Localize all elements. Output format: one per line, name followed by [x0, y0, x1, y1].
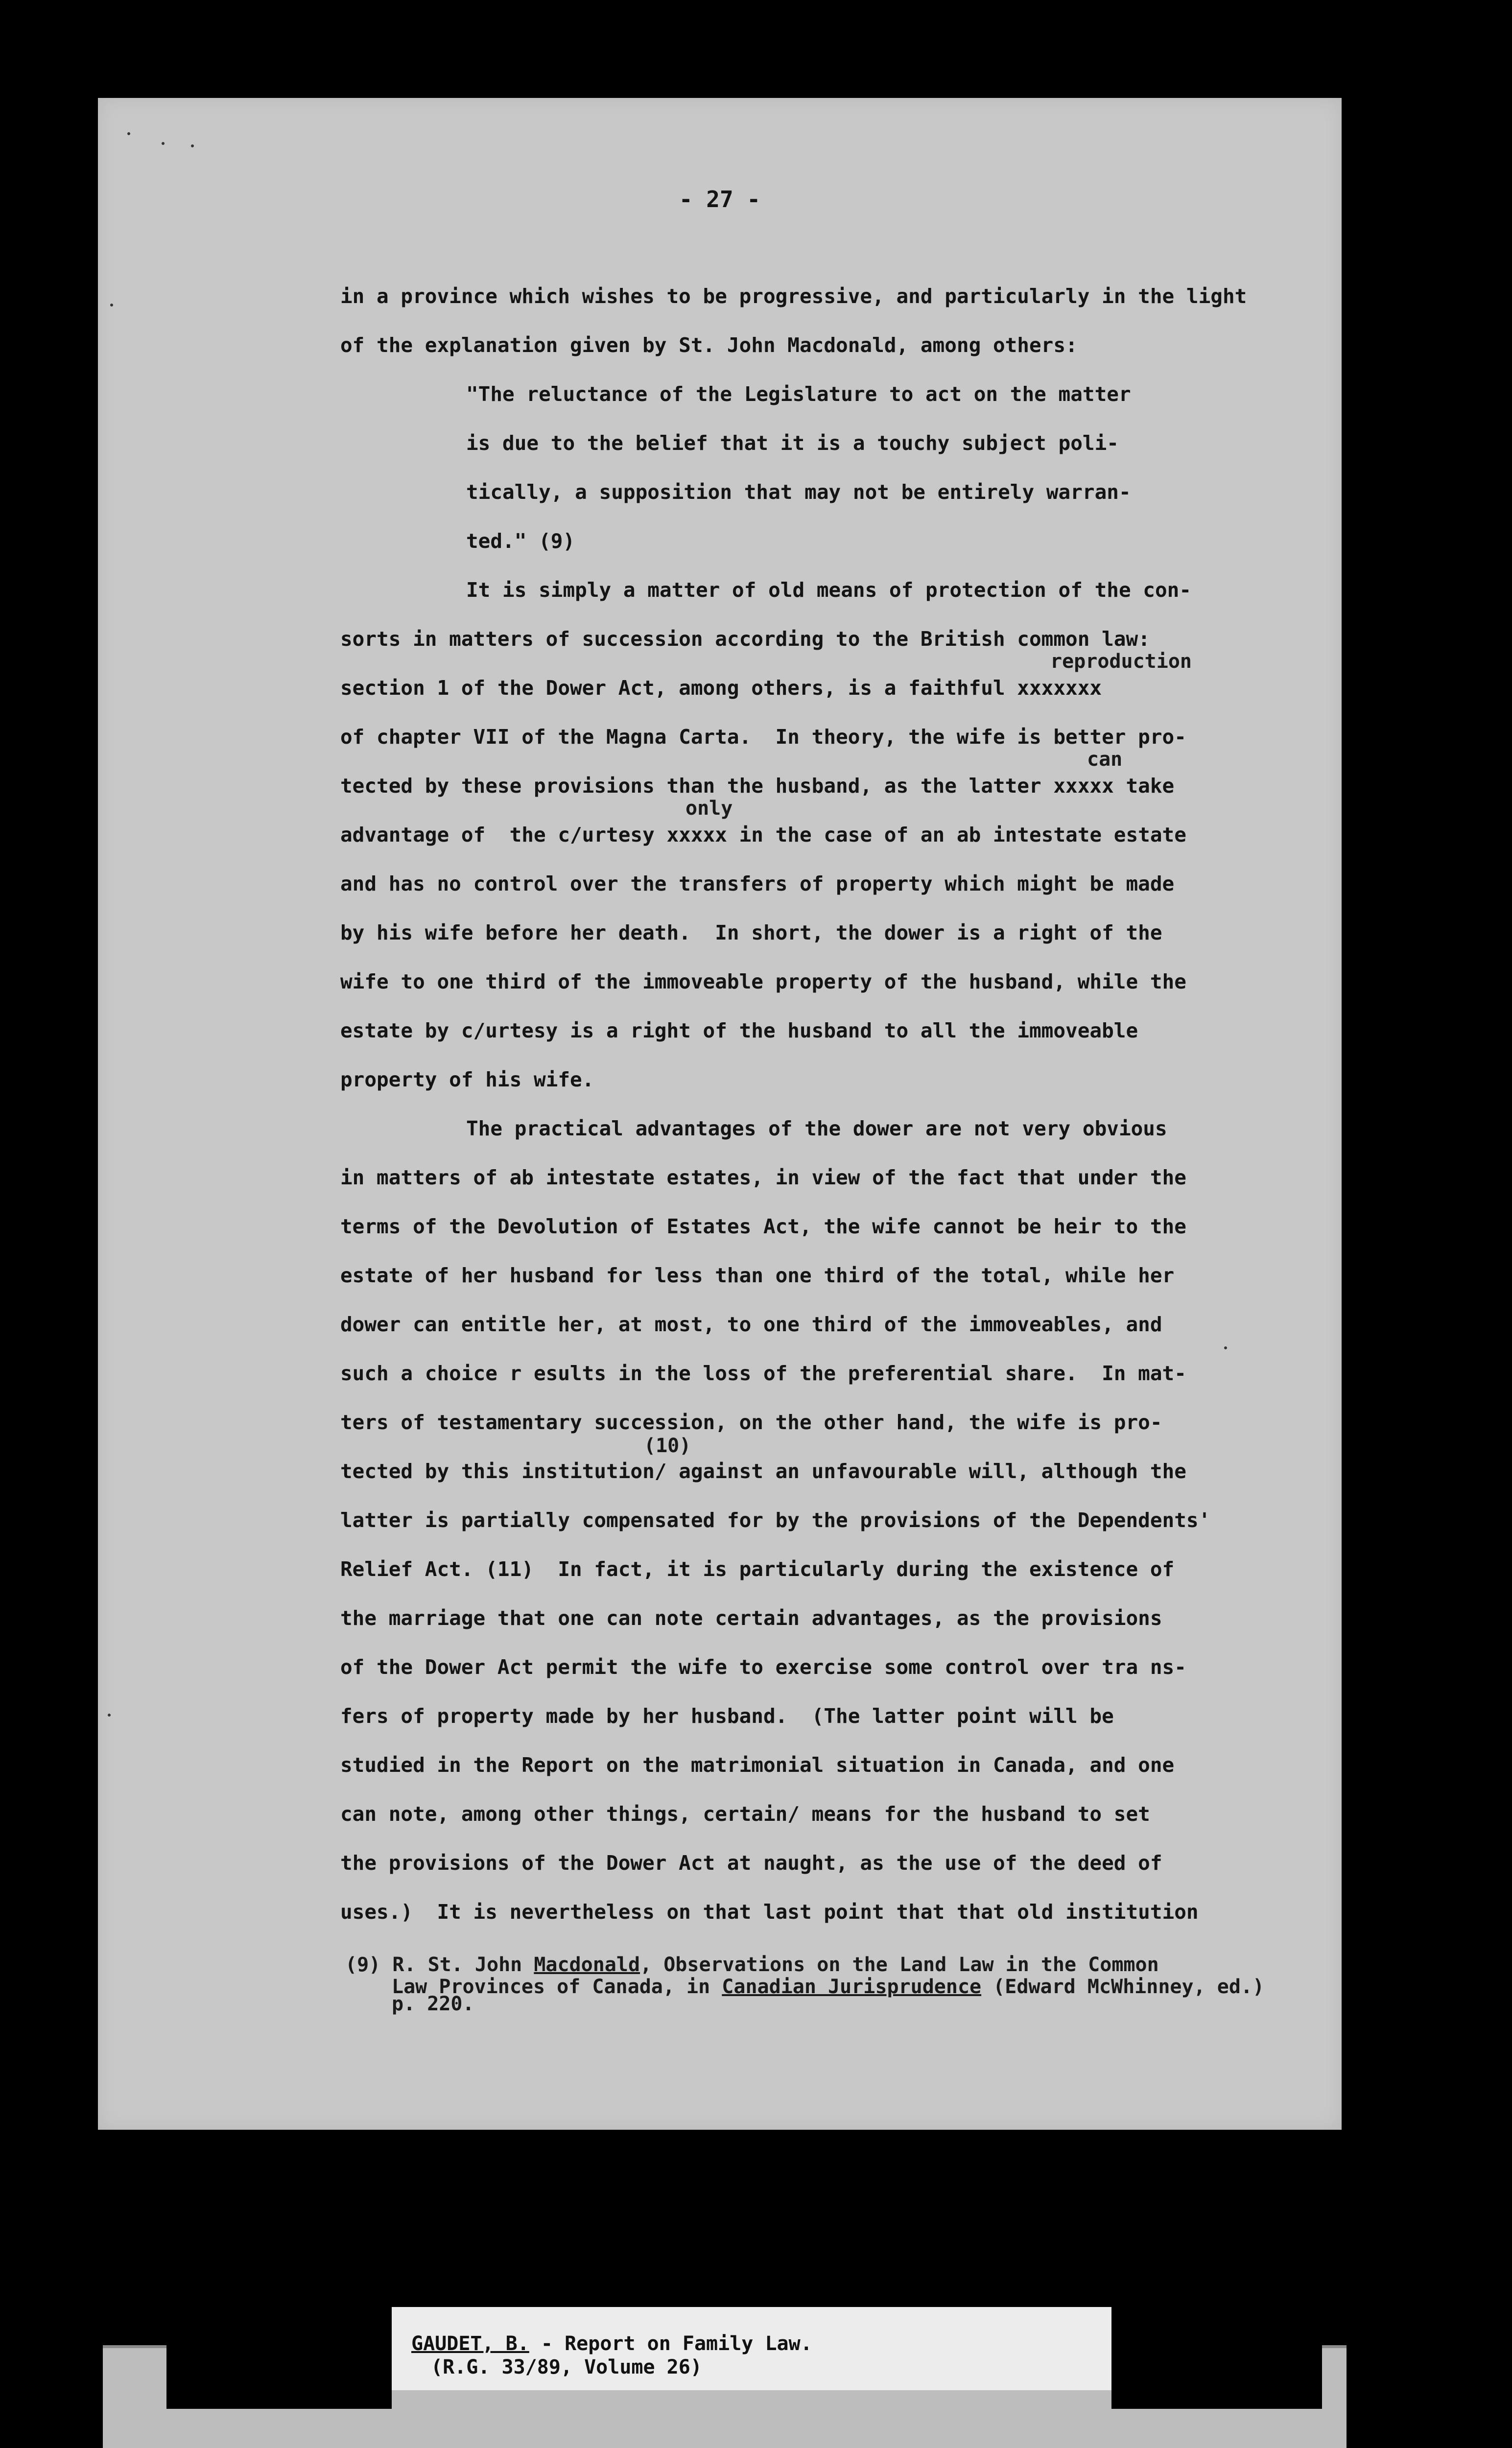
- text-line: It is simply a matter of old means of protection of the con-: [466, 578, 1192, 602]
- tab-report-title: - Report on Family Law.: [529, 2332, 812, 2355]
- text-line: of the explanation given by St. John Macdonald, among others:: [340, 333, 1078, 357]
- text-line: dower can entitle her, at most, to one third of the immoveables, and: [340, 1313, 1162, 1336]
- document-page: [98, 98, 1342, 2130]
- interlinear-correction: reproduction: [1050, 650, 1192, 673]
- quote-line: tically, a supposition that may not be entirely warran-: [466, 480, 1131, 504]
- scan-speck: [191, 144, 194, 147]
- footnote-line: [392, 1976, 1264, 1998]
- card-notch: [1111, 2345, 1322, 2409]
- text-line: in a province which wishes to be progressive, and particularly in the light: [340, 284, 1247, 308]
- text-line: tected by this institution/ against an unfavourable will, although the: [340, 1459, 1186, 1483]
- footnote-publication: Canadian Jurisprudence: [722, 1976, 982, 1998]
- text-line: Relief Act. (11) In fact, it is particularly during the existence of: [340, 1557, 1175, 1581]
- text-line: by his wife before her death. In short, the dower is a right of the: [340, 921, 1162, 944]
- footnote-page: p. 220.: [392, 1993, 474, 2015]
- scan-speck: [127, 132, 130, 135]
- footnote-suffix: (Edward McWhinney, ed.): [981, 1976, 1265, 1998]
- text-line: wife to one third of the immoveable property of the husband, while the: [340, 970, 1186, 993]
- text-line: the marriage that one can note certain advantages, as the provisions: [340, 1606, 1162, 1630]
- scan-speck: [1224, 1346, 1227, 1349]
- text-line: the provisions of the Dower Act at naught, as the use of the deed of: [340, 1851, 1162, 1875]
- text-line: and has no control over the transfers of property which might be made: [340, 872, 1175, 895]
- card-notch: [166, 2345, 392, 2409]
- footnote-suffix: , Observations on the Land Law in the Common: [640, 1954, 1159, 1976]
- text-line: ters of testamentary succession, on the other hand, the wife is pro-: [340, 1411, 1162, 1434]
- text-line: property of his wife.: [340, 1068, 594, 1091]
- footnote-prefix: Law Provinces of Canada, in: [392, 1976, 722, 1998]
- text-line: fers of property made by her husband. (The latter point will be: [340, 1704, 1114, 1728]
- tab-line: [411, 2332, 812, 2355]
- text-line: uses.) It is nevertheless on that last point that that old institution: [340, 1900, 1199, 1924]
- interlinear-correction: can: [1087, 748, 1123, 771]
- quote-line: "The reluctance of the Legislature to act on the matter: [466, 382, 1131, 406]
- interlinear-correction: (10): [644, 1435, 691, 1457]
- scan-speck: [108, 1714, 111, 1717]
- text-line: of the Dower Act permit the wife to exercise some control over tra ns-: [340, 1655, 1186, 1679]
- interlinear-correction: only: [685, 797, 733, 820]
- quote-line: is due to the belief that it is a touchy subject poli-: [466, 431, 1119, 455]
- scan-speck: [162, 142, 165, 145]
- text-line: terms of the Devolution of Estates Act, the wife cannot be heir to the: [340, 1215, 1186, 1238]
- scan-speck: [110, 304, 113, 306]
- text-line: advantage of the c/urtesy xxxxx in the case of an ab intestate estate: [340, 823, 1186, 847]
- text-line: such a choice r esults in the loss of the preferential share. In mat-: [340, 1362, 1186, 1385]
- footnote-line: [345, 1954, 1159, 1976]
- text-line: estate by c/urtesy is a right of the husband to all the immoveable: [340, 1019, 1138, 1042]
- text-line: latter is partially compensated for by the provisions of the Dependents': [340, 1508, 1211, 1532]
- text-line: in matters of ab intestate estates, in view of the fact that under the: [340, 1166, 1186, 1189]
- tab-author: GAUDET, B.: [411, 2332, 529, 2355]
- footnote-author: Macdonald: [534, 1954, 640, 1976]
- text-line: of chapter VII of the Magna Carta. In theory, the wife is better pro-: [340, 725, 1186, 749]
- text-line: can note, among other things, certain/ means for the husband to set: [340, 1802, 1150, 1826]
- text-line: estate of her husband for less than one third of the total, while her: [340, 1264, 1175, 1287]
- text-line: tected by these provisions than the husband, as the latter xxxxx take: [340, 774, 1175, 798]
- text-line: section 1 of the Dower Act, among others, is a faithful xxxxxxx: [340, 676, 1102, 700]
- quote-line: ted." (9): [466, 529, 575, 553]
- text-line: The practical advantages of the dower are not very obvious: [466, 1117, 1167, 1140]
- text-line: studied in the Report on the matrimonial situation in Canada, and one: [340, 1753, 1175, 1777]
- tab-reference: (R.G. 33/89, Volume 26): [431, 2356, 702, 2378]
- footnote-prefix: (9) R. St. John: [345, 1954, 534, 1976]
- text-line: sorts in matters of succession according to the British common law:: [340, 627, 1150, 651]
- page-number: - 27 -: [679, 186, 761, 212]
- archive-reference-tab: [392, 2307, 1111, 2390]
